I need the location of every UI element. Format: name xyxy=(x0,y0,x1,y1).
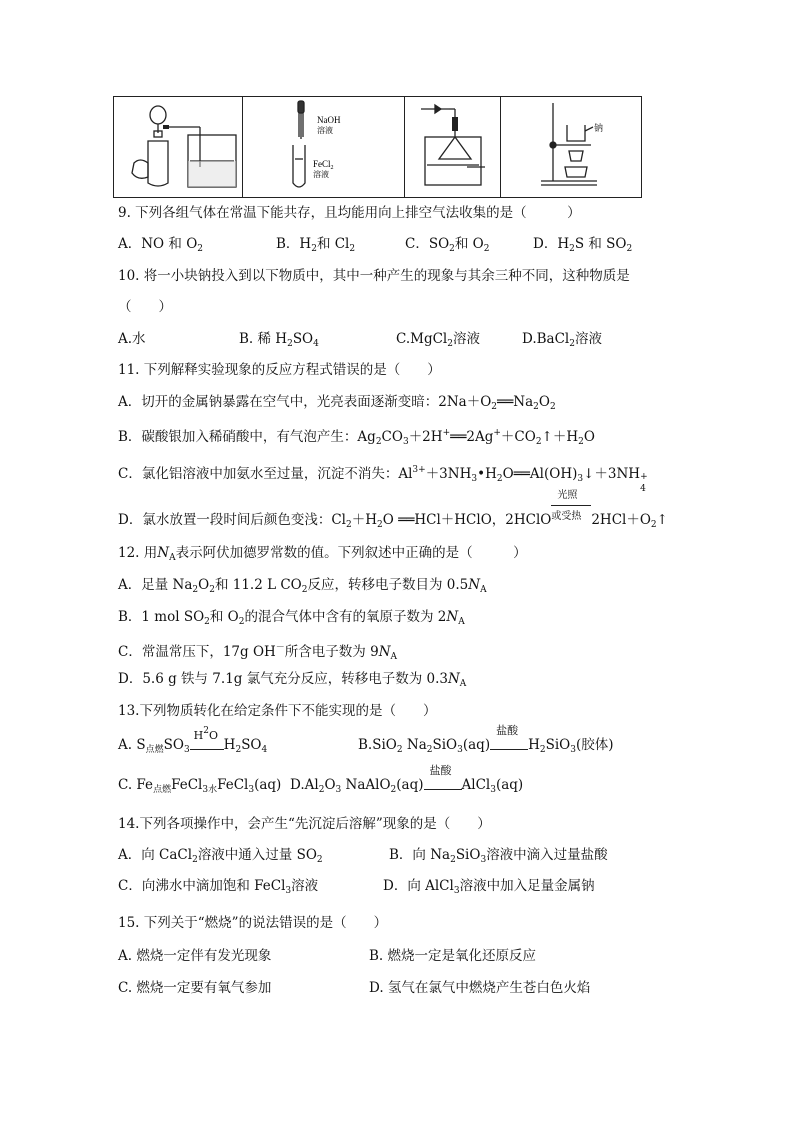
q10-option-b[interactable]: B. 稀 $H_2SO_4$ xyxy=(239,331,319,349)
q12-option-c[interactable]: C．常温常压下，17g OH－所含电子数为 $9N_A$ xyxy=(118,643,397,662)
q13-option-c[interactable]: C. $Fe_{点燃}FeCl_{3水}FeCl_3(aq)$ xyxy=(118,777,282,795)
question-15-stem: 15. 下列关于“燃烧”的说法错误的是（ ） xyxy=(118,915,388,931)
apparatus-figure-2 xyxy=(243,97,405,197)
q15-option-c[interactable]: C. 燃烧一定要有氧气参加 xyxy=(118,980,272,996)
fecl2-label: FeCl$_2$ xyxy=(313,159,334,171)
q11-option-a[interactable]: A．切开的金属钠暴露在空气中，光亮表面逐渐变暗：$2Na+O_2══Na_2O_2$ xyxy=(118,394,556,412)
q15-option-a[interactable]: A. 燃烧一定伴有发光现象 xyxy=(118,948,272,964)
q15-option-b[interactable]: B. 燃烧一定是氧化还原反应 xyxy=(369,948,537,964)
apparatus-figure-1 xyxy=(114,97,243,197)
apparatus-figure-4 xyxy=(501,97,642,197)
q11-option-d[interactable]: D．氯水放置一段时间后颜色变浅：$Cl_2+H_2O$ ══HCl＋HClO，2HClO 光照 或受热 $2HCl+O_2↑$ xyxy=(118,511,668,534)
q12-option-a[interactable]: A．足量 $Na_2O_2$和 11.2 L $CO_2$反应，转移电子数目为 $0.5N_A$ xyxy=(118,577,487,595)
question-11-stem: 11. 下列解释实验现象的反应方程式错误的是（ ） xyxy=(118,362,441,378)
question-13-stem: 13.下列物质转化在给定条件下不能实现的是（ ） xyxy=(118,703,437,719)
stand-burner-sodium-image xyxy=(501,97,642,197)
q13-option-a[interactable]: A. $S_{点燃}SO_3$ $H^2O$ $H_2SO_4$ xyxy=(118,726,268,755)
question-10-stem-cont: （ ） xyxy=(118,299,172,315)
sodium-label: 钠 xyxy=(594,124,604,134)
q9-option-d[interactable]: D．$H_2S$ 和 $SO_2$ xyxy=(533,236,633,254)
q14-option-d[interactable]: D．向 AlCl$_3$溶液中加入足量金属钠 xyxy=(383,878,595,896)
funnel-flask-apparatus-image xyxy=(114,97,242,197)
naoh-label: NaOH xyxy=(317,115,341,125)
q11-option-c[interactable]: C．氯化铝溶液中加氨水至过量，沉淀不消失：$Al^{3+}+3NH_3•H_2O══Al(OH)_3↓+3NH$ + 4 xyxy=(118,465,648,494)
question-12-stem: 12. 用$N_A$表示阿伏加德罗常数的值。下列叙述中正确的是（ ） xyxy=(118,545,527,563)
q13-option-b[interactable]: B.SiO$_2$ $Na_2SiO_3(aq)$ 盐酸 $H_2SiO_3$(胶体) xyxy=(358,724,614,755)
q13-option-d[interactable]: $D.Al_2O_3$ NaAlO$_2$(aq) 盐酸 AlCl$_3$(aq) xyxy=(290,764,524,795)
condition-light: 光照 xyxy=(553,487,581,506)
q14-option-c[interactable]: C．向沸水中滴加饱和 FeCl$_3$溶液 xyxy=(118,878,319,896)
q10-option-a[interactable]: A.水 xyxy=(118,331,146,347)
q9-option-b[interactable]: B．$H_2$和 $Cl_2$ xyxy=(276,236,356,254)
inverted-funnel-absorption-image xyxy=(405,97,500,197)
condition-heat: 或受热 xyxy=(551,511,582,522)
apparatus-figure-3 xyxy=(405,97,501,197)
question-14-stem: 14.下列各项操作中，会产生“先沉淀后溶解”现象的是（ ） xyxy=(118,816,491,832)
fecl2-solution-label: 溶液 xyxy=(313,170,329,179)
q11-option-b[interactable]: B．碳酸银加入稀硝酸中，有气泡产生：$Ag_2CO_3+2H^+══2Ag^++CO_2↑+H_2O$ xyxy=(118,428,595,447)
q9-option-c[interactable]: C．$SO_2$和 $O_2$ xyxy=(405,236,490,254)
q12-option-b[interactable]: B．1 mol $SO_2$和 $O_2$的混合气体中含有的氧原子数为 $2N_A$ xyxy=(118,609,465,627)
q14-option-a[interactable]: A．向 CaCl$_2$溶液中通入过量 $SO_2$ xyxy=(118,847,323,865)
q9-option-a[interactable]: A．NO 和 $O_2$ xyxy=(118,236,204,254)
q12-option-d[interactable]: D．5.6 g 铁与 7.1g 氯气充分反应，转移电子数为 $0.3N_A$ xyxy=(118,671,467,689)
question-9-stem: 9. 下列各组气体在常温下能共存，且均能用向上排空气法收集的是（ ） xyxy=(118,205,581,221)
q10-option-c[interactable]: C.MgCl$_2$溶液 xyxy=(396,331,480,349)
q14-option-b[interactable]: B．向 $Na_2SiO_3$溶液中滴入过量盐酸 xyxy=(389,847,608,865)
q15-option-d[interactable]: D. 氢气在氯气中燃烧产生苍白色火焰 xyxy=(369,980,591,996)
naoh-solution-label: 溶液 xyxy=(317,126,333,135)
question-10-stem: 10. 将一小块钠投入到以下物质中，其中一种产生的现象与其余三种不同，这种物质是 xyxy=(118,268,630,284)
apparatus-figure-row xyxy=(113,96,642,198)
q10-option-d[interactable]: D.BaCl$_2$溶液 xyxy=(522,331,602,349)
dropper-test-tube-image xyxy=(243,97,404,197)
